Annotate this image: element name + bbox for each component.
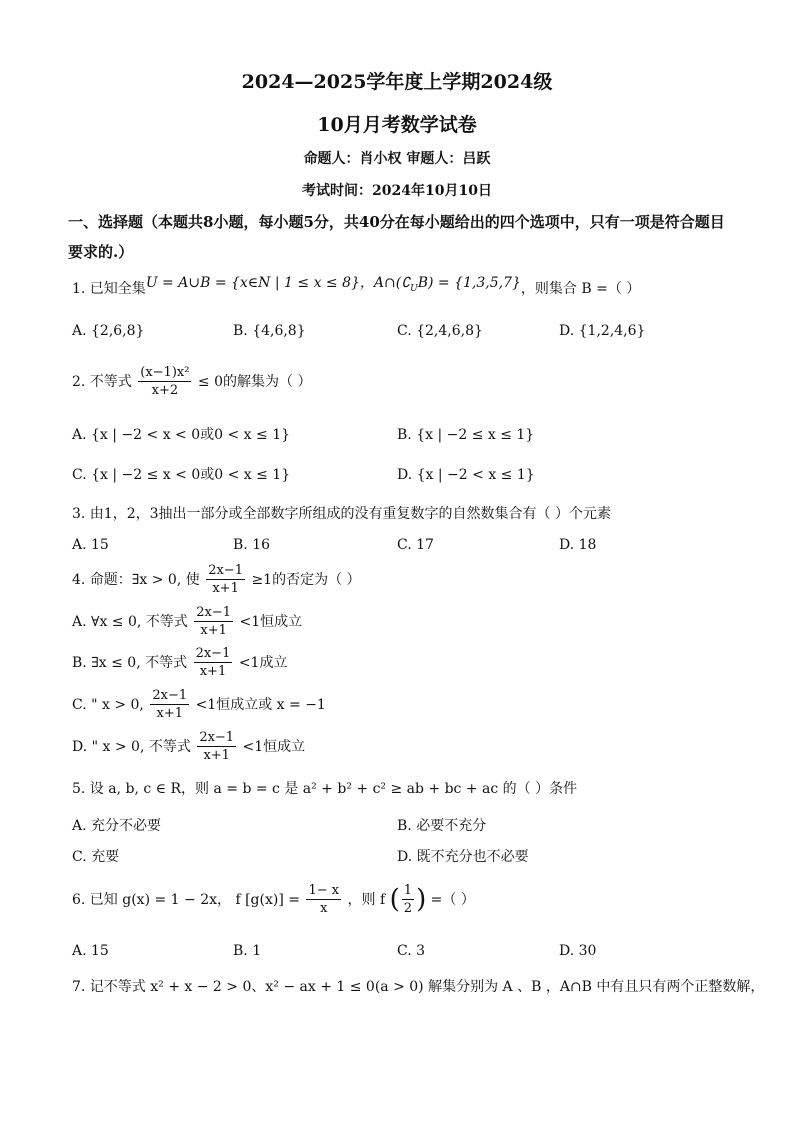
question-6-fraction-numerator: 1− x [308, 883, 340, 898]
question-4-fraction-denominator: x+1 [212, 581, 239, 596]
question-1-option-b[interactable]: B. {4,6,8} [233, 323, 306, 339]
question-6-option-c[interactable]: C. 3 [397, 943, 426, 959]
question-4-option-c-prefix: C. " x > 0, [72, 696, 144, 713]
question-1-option-d[interactable]: D. {1,2,4,6} [559, 323, 646, 339]
question-6-option-a[interactable]: A. 15 [72, 943, 109, 959]
question-1-formula [145, 275, 521, 294]
fraction-denominator: x+1 [200, 623, 227, 638]
question-4-option-d[interactable] [72, 729, 305, 764]
question-5-option-c[interactable]: C. 充要 [72, 849, 120, 865]
question-6-suffix: =（ ） [430, 891, 475, 908]
question-1-stem [72, 275, 641, 305]
question-3-option-a[interactable]: A. 15 [72, 537, 109, 553]
question-5-option-b[interactable]: B. 必要不充分 [397, 818, 487, 834]
question-2-option-b[interactable]: B. {x | −2 ≤ x ≤ 1} [397, 427, 535, 443]
question-3-option-b[interactable]: B. 16 [233, 537, 271, 553]
question-6-fraction [306, 882, 341, 917]
question-4-prefix: 4. 命题：∃x > 0, 使 [72, 571, 200, 588]
right-paren: ) [416, 884, 427, 915]
fraction-denominator: x+1 [203, 748, 230, 763]
question-1-option-c[interactable]: C. {2,4,6,8} [397, 323, 483, 339]
question-4-option-a-prefix: A. ∀x ≤ 0, 不等式 [72, 613, 188, 630]
half-numerator: 1 [403, 883, 413, 898]
question-4-option-b-prefix: B. ∃x ≤ 0, 不等式 [72, 654, 188, 671]
question-2-fraction [138, 364, 191, 399]
question-6-option-d[interactable]: D. 30 [559, 943, 597, 959]
exam-title-line1: 2024—2025学年度上学期2024级 [241, 71, 553, 93]
question-4-option-c[interactable] [72, 687, 326, 722]
question-4-option-a[interactable] [72, 604, 302, 639]
question-4-option-a-suffix: <1恒成立 [239, 613, 303, 630]
question-6-fraction-half [402, 882, 414, 917]
question-4-stem [72, 562, 361, 597]
question-2-option-d[interactable]: D. {x | −2 < x ≤ 1} [397, 467, 535, 483]
question-2-prefix: 2. 不等式 [72, 373, 132, 390]
question-2-option-c[interactable]: C. {x | −2 ≤ x < 0或0 < x ≤ 1} [72, 467, 291, 483]
question-2-option-a[interactable]: A. {x | −2 < x < 0或0 < x ≤ 1} [72, 427, 291, 443]
question-7-stem: 7. 记不等式 x² + x − 2 > 0、x² − ax + 1 ≤ 0(a > 0) 解集分别为 A 、B ，A∩B 中有且只有两个正整数解， [72, 979, 765, 995]
question-4-suffix: ≥1的否定为（ ） [251, 571, 361, 588]
question-4-option-b-suffix: <1成立 [238, 654, 288, 671]
question-1-prefix: 1. 已知全集 [72, 281, 146, 297]
question-4-fraction-numerator: 2x−1 [208, 563, 243, 578]
question-4-option-a-fraction [194, 604, 233, 639]
question-6-stem [72, 882, 475, 917]
question-2-fraction-denominator: x+2 [151, 383, 179, 398]
question-6-prefix: 6. 已知 g(x) = 1 − 2x， f [g(x)] = [72, 891, 300, 908]
question-1-formula-end: B) = {1,3,5,7} [417, 275, 521, 291]
question-4-fraction [206, 562, 245, 597]
question-4-option-b-fraction [194, 645, 233, 680]
question-2-stem [72, 364, 311, 399]
question-4-option-d-fraction [197, 729, 236, 764]
exam-time: 考试时间：2024年10月10日 [302, 183, 492, 199]
question-5-option-d[interactable]: D. 既不充分也不必要 [397, 849, 529, 865]
question-5-option-a[interactable]: A. 充分不必要 [72, 818, 162, 834]
fraction-numerator: 2x−1 [196, 605, 232, 620]
question-4-option-b[interactable] [72, 645, 287, 680]
left-paren: ( [389, 884, 400, 915]
question-1-option-a[interactable]: A. {2,6,8} [72, 323, 145, 339]
question-6-mid: ，则 f [347, 891, 386, 908]
question-4-option-d-suffix: <1恒成立 [242, 738, 306, 755]
exam-title-line2: 10月月考数学试卷 [317, 114, 477, 136]
question-4-option-c-suffix: <1恒成立或 x = −1 [195, 696, 326, 713]
question-2-suffix: ≤ 0的解集为（ ） [197, 373, 312, 390]
section-heading: 一、选择题（本题共8小题，每小题5分，共40分在每小题给出的四个选项中，只有一项是符合题目要求的.） [68, 213, 725, 261]
exam-authors: 命题人：肖小权 审题人：吕跃 [303, 151, 491, 167]
question-3-stem: 3. 由1，2，3抽出一部分或全部数字所组成的没有重复数字的自然数集合有（ ）个元素 [72, 506, 611, 522]
question-5-stem: 5. 设 a, b, c ∈ R，则 a = b = c 是 a² + b² + c² ≥ ab + bc + ac 的（ ）条件 [72, 781, 578, 797]
question-2-fraction-numerator: (x−1)x² [140, 365, 190, 380]
question-4-option-d-prefix: D. " x > 0, 不等式 [72, 738, 191, 755]
fraction-numerator: 2x−1 [152, 688, 188, 703]
fraction-numerator: 2x−1 [199, 730, 235, 745]
question-1-formula-sub: U [410, 283, 418, 294]
question-1-formula-main: U = A∪B = {x∈N | 1 ≤ x ≤ 8}，A∩(∁ [145, 275, 411, 291]
question-3-option-d[interactable]: D. 18 [559, 537, 597, 553]
question-3-option-c[interactable]: C. 17 [397, 537, 434, 553]
half-denominator: 2 [403, 901, 413, 916]
question-1-suffix: ，则集合 B =（ ） [520, 281, 641, 297]
question-6-option-b[interactable]: B. 1 [233, 943, 262, 959]
fraction-numerator: 2x−1 [195, 646, 231, 661]
fraction-denominator: x+1 [156, 706, 183, 721]
fraction-denominator: x+1 [199, 664, 227, 679]
question-6-fraction-denominator: x [320, 901, 328, 916]
question-4-option-c-fraction [150, 687, 189, 722]
